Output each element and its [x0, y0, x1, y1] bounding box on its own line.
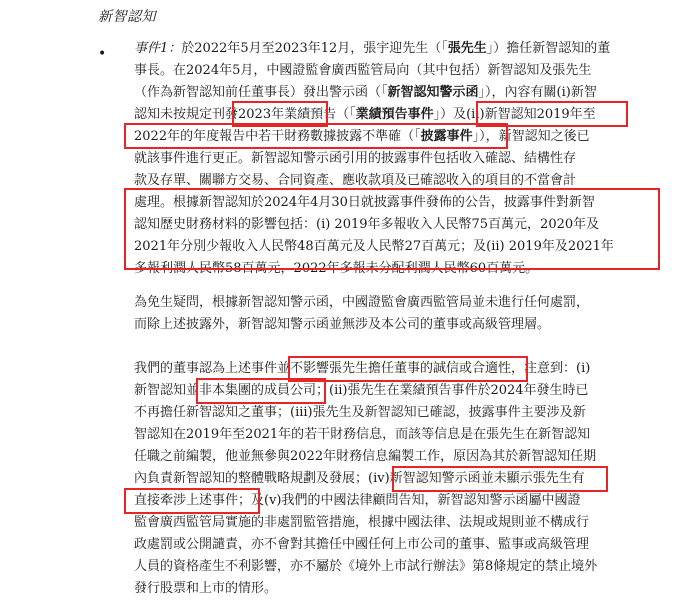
line: （作為新智認知前任董事長）發出警示函（「新智認知警示函」），內容有關(i)新智	[134, 85, 597, 100]
bullet-marker: •	[98, 46, 107, 62]
term-mr-zhang: 張先生	[447, 41, 487, 56]
line: 處理。根據新智認知於2024年4月30日就披露事件發佈的公告，披露事件對新智	[134, 195, 595, 210]
line: 認知未按規定刊發2023年業績預告（「業績預告事件」）及(ii)新智認知2019年至	[134, 107, 596, 122]
line: 款及存單、關聯方交易、合同資產、應收款項及已確認收入的項目的不當會計	[134, 173, 577, 188]
term-disclosure-event: 披露事件	[420, 129, 473, 144]
line: 監會廣西監管局實施的非處罰監管措施，根據中國法律、法規或規則並不構成行	[134, 515, 590, 530]
paragraph-event-1	[134, 38, 614, 280]
term-forecast-event: 業績預告事件	[355, 107, 434, 122]
line: 新智認知並非本集團的成員公司；(ii)張先生在業績預告事件於2024年發生時已	[134, 383, 589, 398]
line: 就該事件進行更正。新智認知警示函引用的披露事件包括收入確認、結構性存	[134, 151, 577, 166]
line: 為免生疑問，根據新智認知警示函，中國證監會廣西監管局並未進行任何處罰，	[134, 295, 590, 310]
line: 內負責新智認知的整體戰略規劃及發展；(iv)新智認知警示函並未顯示張先生有	[134, 471, 585, 486]
line: 事長。在2024年5月，中國證監會廣西監管局向（其中包括）新智認知及張先生	[134, 63, 592, 78]
line: 2022年的年度報告中若干財務數據披露不準確（「披露事件」），新智認知之後已	[134, 129, 590, 144]
line: 多報利潤人民幣58百萬元，2022年多報未分配利潤人民幣60百萬元。	[134, 261, 539, 276]
line: 發行股票和上市的情形。	[134, 581, 278, 596]
line: 2021年分別少報收入人民幣48百萬元及人民幣27百萬元；及(ii) 2019年及2021年	[134, 239, 614, 254]
line: 不再擔任新智認知之董事；(iii)張先生及新智認知已確認，披露事件主要涉及新	[134, 405, 586, 420]
term-warning-letter: 新智認知警示函	[387, 85, 479, 100]
line: 認知歷史財務材料的影響包括：(i) 2019年多報收入人民幣75百萬元，2020年及	[134, 217, 600, 232]
line: 人員的資格產生不利影響，亦不屬於《境外上市試行辦法》第8條規定的禁止境外	[134, 559, 598, 574]
paragraph-director-view	[134, 358, 604, 600]
section-heading: 新智認知	[98, 9, 156, 25]
line: 事件1：於2022年5月至2023年12月，張宇迎先生（「張先生」）擔任新智認知的董	[134, 41, 611, 56]
line: 直接牽涉上述事件；及(v)我們的中國法律顧問告知，新智認知警示函屬中國證	[134, 493, 581, 508]
line: 任職之前編製，他並無參與2022年財務信息編製工作，原因為其於新智認知任期	[134, 449, 597, 464]
event-label: 事件1：	[134, 41, 182, 56]
line: 而除上述披露外，新智認知警示函並無涉及本公司的董事或高級管理層。	[134, 317, 551, 332]
line: 政處罰或公開譴責，亦不會對其擔任中國任何上市公司的董事、監事或高級管理	[134, 537, 590, 552]
line: 我們的董事認為上述事件並不影響張先生擔任董事的誠信或合適性，注意到：(i)	[134, 361, 591, 376]
line: 智認知在2019年至2021年的若干財務信息，而該等信息是在張先生在新智認知	[134, 427, 591, 442]
paragraph-clarification	[134, 292, 604, 336]
